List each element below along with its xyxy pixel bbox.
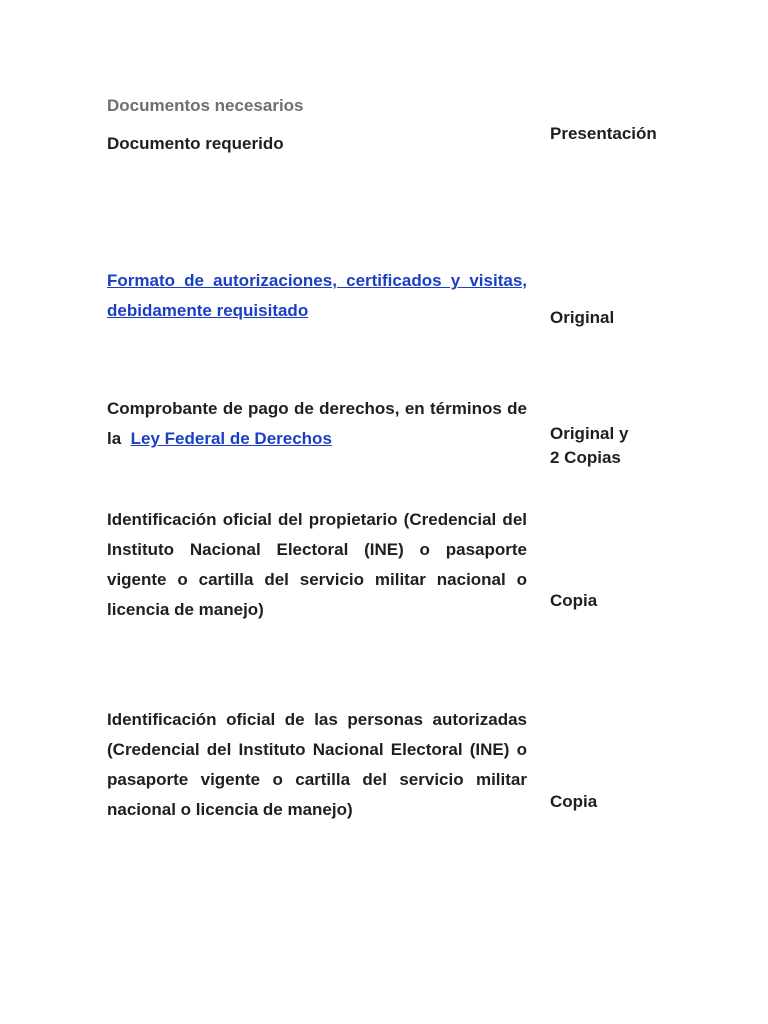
table-row-document [107,394,527,454]
format-link[interactable]: Formato de autorizaciones, certificados y visitas, debidamente requisitado [107,271,527,320]
document-text: Comprobante de pago de derechos, en términos de la [107,399,527,448]
table-row-document [107,266,527,326]
ley-federal-link[interactable]: Ley Federal de Derechos [130,429,332,448]
table-row-document: Identificación oficial de las personas autorizadas (Credencial del Instituto Nacional Electoral (INE) o pasaporte vigente o cartilla del servicio militar nacional o licencia de manejo) [107,710,527,819]
table-row-presentation [550,422,660,470]
table-row-presentation: Copia [550,792,598,811]
presentation-line: 2 Copias [550,448,621,467]
presentation-line: Original y [550,424,629,443]
table-row-presentation: Original [550,308,615,327]
column-header-document: Documento requerido [107,134,284,153]
section-title: Documentos necesarios [107,96,304,115]
table-row-document: Identificación oficial del propietario (Credencial del Instituto Nacional Electoral (INE) o pasaporte vigente o cartilla del servicio militar nacional o licencia de manejo) [107,510,527,619]
table-row-presentation: Copia [550,591,598,610]
column-header-presentation: Presentación [550,124,657,143]
